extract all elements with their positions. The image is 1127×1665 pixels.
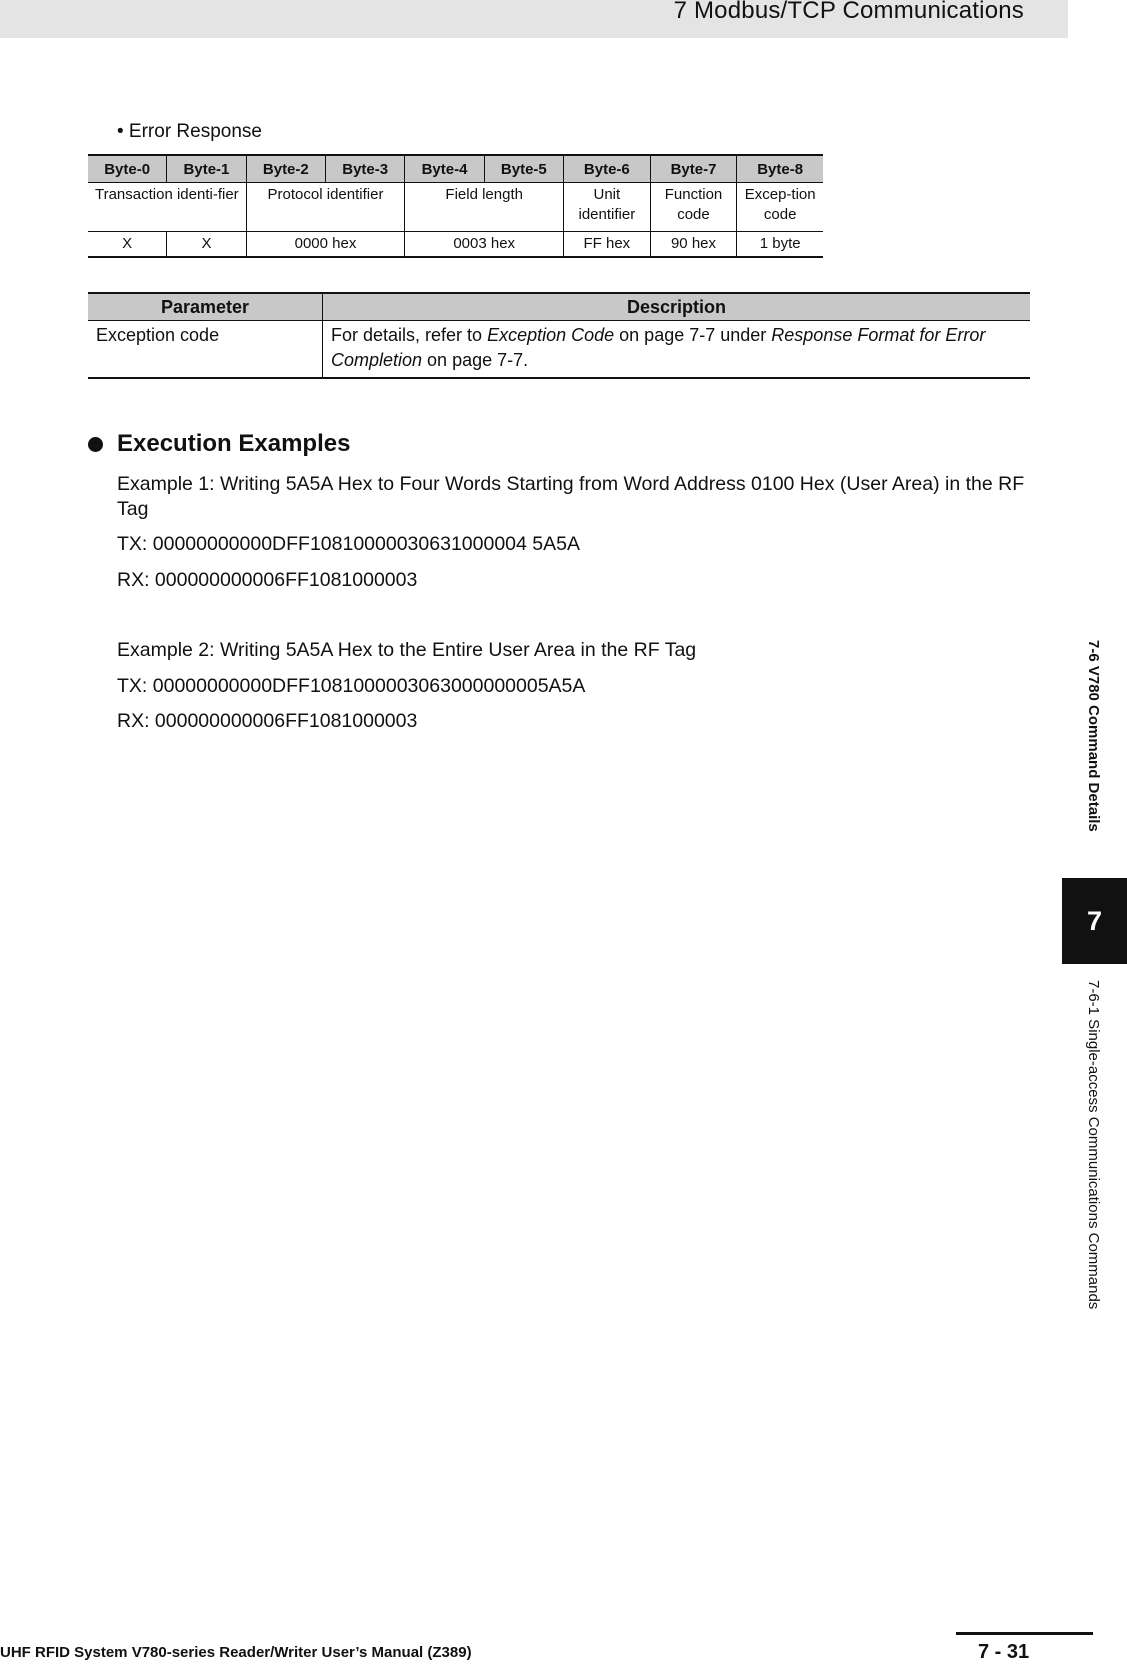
- byte-header: Byte-2: [246, 155, 325, 183]
- byte-value: FF hex: [564, 232, 651, 258]
- unit-identifier-cell: Unit identifier: [564, 183, 651, 232]
- byte-header: Byte-3: [326, 155, 405, 183]
- example1-tx: TX: 00000000000DFF10810000030631000004 5A5A: [117, 533, 580, 555]
- parameter-table: [88, 292, 1030, 379]
- byte-header: Byte-0: [88, 155, 167, 183]
- byte-value: X: [88, 232, 167, 258]
- header-bar: [0, 0, 1068, 38]
- byte-table: [88, 154, 823, 258]
- byte-header: Byte-6: [564, 155, 651, 183]
- exception-code-ref: Exception Code: [487, 325, 615, 345]
- page-number: 7 - 31: [978, 1641, 1030, 1663]
- example1-rx: RX: 000000000006FF1081000003: [117, 569, 418, 591]
- transaction-identifier-cell: Transaction identi-fier: [88, 183, 246, 232]
- field-length-cell: Field length: [405, 183, 564, 232]
- section-heading-text: Execution Examples: [117, 430, 351, 457]
- byte-value: X: [167, 232, 246, 258]
- byte-value: 0000 hex: [246, 232, 405, 258]
- response-format-ref: Response Format for Error Completion: [331, 325, 986, 370]
- example1-title: Example 1: Writing 5A5A Hex to Four Words Starting from Word Address 0100 Hex (User Area) in the RF Tag: [117, 473, 1025, 520]
- parameter-description: For details, refer to Exception Code on page 7-7 under Response Format for Error Completion on page 7-7.: [323, 321, 1031, 379]
- byte-value: 1 byte: [737, 232, 823, 258]
- header-title: 7 Modbus/TCP Communications: [673, 0, 1024, 24]
- example2-tx: TX: 00000000000DFF1081000003063000000005A5A: [117, 675, 586, 697]
- footer-divider: [956, 1632, 1093, 1635]
- parameter-name: Exception code: [88, 321, 323, 379]
- exception-code-cell: Excep-tion code: [737, 183, 823, 232]
- protocol-identifier-cell: Protocol identifier: [246, 183, 405, 232]
- byte-header: Byte-4: [405, 155, 484, 183]
- error-response-label: • Error Response: [117, 121, 262, 142]
- execution-examples-heading: [88, 430, 350, 458]
- byte-header-row: [88, 155, 823, 183]
- byte-value: 90 hex: [650, 232, 737, 258]
- byte-header: Byte-5: [484, 155, 563, 183]
- example2-rx: RX: 000000000006FF1081000003: [117, 710, 418, 732]
- bullet-dot-icon: [88, 437, 103, 452]
- byte-value: 0003 hex: [405, 232, 564, 258]
- byte-header: Byte-8: [737, 155, 823, 183]
- example2-title: Example 2: Writing 5A5A Hex to the Entire User Area in the RF Tag: [117, 639, 697, 661]
- description-header: Description: [323, 293, 1031, 321]
- byte-value-row: [88, 232, 823, 258]
- chapter-tab: 7: [1062, 878, 1127, 964]
- byte-description-row: [88, 183, 823, 232]
- parameter-header-row: [88, 293, 1030, 321]
- parameter-header: Parameter: [88, 293, 323, 321]
- side-subsection-label: 7-6-1 Single-access Communications Commands: [1085, 980, 1102, 1310]
- footer-manual-title: UHF RFID System V780-series Reader/Writer User’s Manual (Z389): [0, 1644, 472, 1661]
- byte-header: Byte-7: [650, 155, 737, 183]
- function-code-cell: Function code: [650, 183, 737, 232]
- byte-header: Byte-1: [167, 155, 246, 183]
- parameter-row: [88, 321, 1030, 379]
- side-section-label: 7-6 V780 Command Details: [1085, 640, 1102, 832]
